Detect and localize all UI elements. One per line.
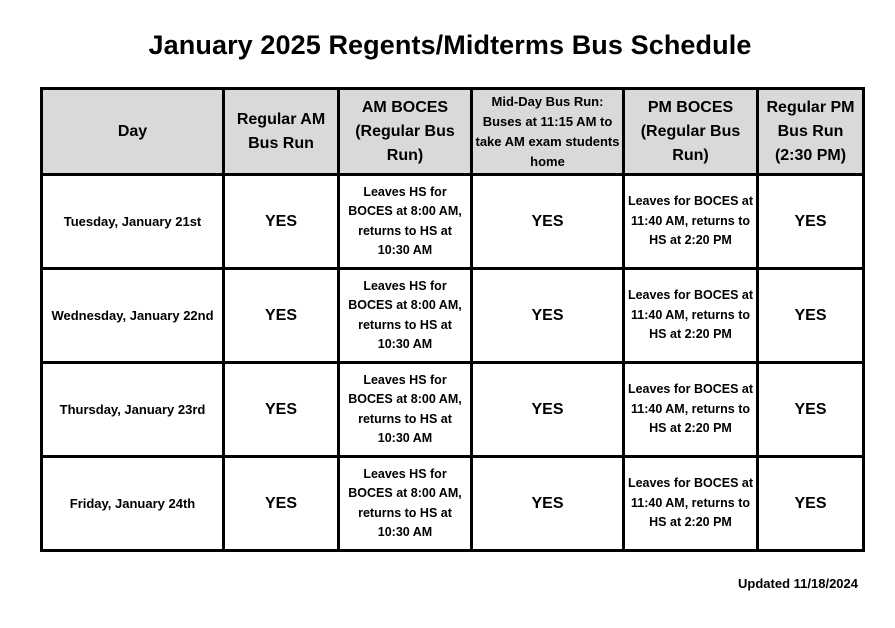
table-row (42, 175, 864, 269)
table-header-row (42, 89, 864, 175)
regular-am-cell: YES (224, 363, 339, 457)
page-title: January 2025 Regents/Midterms Bus Schedule (148, 30, 752, 60)
pm-boces-cell: Leaves for BOCES at 11:40 AM, returns to HS at 2:20 PM (624, 457, 758, 551)
midday-cell: YES (472, 269, 624, 363)
pm-boces-cell: Leaves for BOCES at 11:40 AM, returns to HS at 2:20 PM (624, 363, 758, 457)
table-row (42, 457, 864, 551)
table-row (42, 363, 864, 457)
day-cell: Wednesday, January 22nd (42, 269, 224, 363)
pm-boces-cell: Leaves for BOCES at 11:40 AM, returns to HS at 2:20 PM (624, 175, 758, 269)
day-cell: Tuesday, January 21st (42, 175, 224, 269)
am-boces-cell: Leaves HS for BOCES at 8:00 AM, returns to HS at 10:30 AM (339, 269, 472, 363)
bus-schedule-table (40, 87, 865, 552)
day-cell: Friday, January 24th (42, 457, 224, 551)
regular-pm-cell: YES (758, 269, 864, 363)
header-am-boces: AM BOCES (Regular Bus Run) (339, 89, 472, 175)
regular-pm-cell: YES (758, 175, 864, 269)
regular-am-cell: YES (224, 457, 339, 551)
header-day: Day (42, 89, 224, 175)
header-pm-boces: PM BOCES (Regular Bus Run) (624, 89, 758, 175)
am-boces-cell: Leaves HS for BOCES at 8:00 AM, returns to HS at 10:30 AM (339, 363, 472, 457)
midday-cell: YES (472, 457, 624, 551)
header-regular-am: Regular AM Bus Run (224, 89, 339, 175)
am-boces-cell: Leaves HS for BOCES at 8:00 AM, returns to HS at 10:30 AM (339, 457, 472, 551)
midday-cell: YES (472, 363, 624, 457)
day-cell: Thursday, January 23rd (42, 363, 224, 457)
regular-pm-cell: YES (758, 457, 864, 551)
table-row (42, 269, 864, 363)
pm-boces-cell: Leaves for BOCES at 11:40 AM, returns to HS at 2:20 PM (624, 269, 758, 363)
midday-cell: YES (472, 175, 624, 269)
header-regular-pm: Regular PM Bus Run (2:30 PM) (758, 89, 864, 175)
header-midday: Mid-Day Bus Run: Buses at 11:15 AM to take AM exam students home (472, 89, 624, 175)
updated-date: Updated 11/18/2024 (738, 576, 858, 591)
regular-pm-cell: YES (758, 363, 864, 457)
regular-am-cell: YES (224, 269, 339, 363)
regular-am-cell: YES (224, 175, 339, 269)
am-boces-cell: Leaves HS for BOCES at 8:00 AM, returns to HS at 10:30 AM (339, 175, 472, 269)
